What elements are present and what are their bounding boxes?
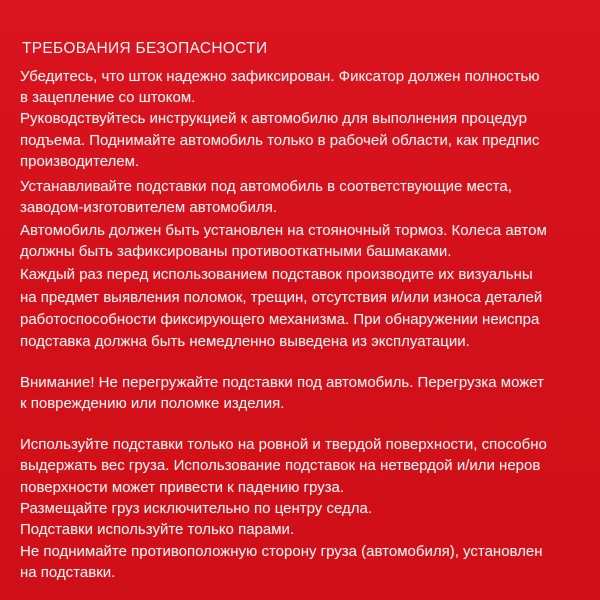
text-line: подставка должна быть немедленно выведена из эксплуатации.	[20, 333, 470, 350]
text-line: поверхности может привести к падению груза.	[20, 479, 345, 496]
text-line: на подставки.	[20, 564, 116, 581]
text-line: заводом-изготовителем автомобиля.	[20, 199, 278, 216]
text-line: Используйте подставки только на ровной и твердой поверхности, способно	[20, 436, 547, 453]
text-line: Каждый раз перед использованием подставок производите их визуальны	[20, 266, 533, 283]
text-line: Устанавливайте подставки под автомобиль в соответствующие места,	[20, 178, 512, 195]
text-line: Убедитесь, что шток надежно зафиксирован. Фиксатор должен полностью	[20, 68, 540, 85]
text-line: на предмет выявления поломок, трещин, отсутствия и/или износа деталей	[20, 289, 543, 306]
warning-line: Внимание! Не перегружайте подставки под автомобиль. Перегрузка может	[20, 374, 545, 391]
text-line: Подставки используйте только парами.	[20, 521, 295, 538]
text-line: должны быть зафиксированы противооткатными башмаками.	[20, 243, 452, 260]
text-line: работоспособности фиксирующего механизма. При обнаружении неиспра	[20, 311, 540, 328]
section-title: ТРЕБОВАНИЯ БЕЗОПАСНОСТИ	[22, 40, 268, 57]
text-line: Не поднимайте противоположную сторону груза (автомобиля), установлен	[20, 543, 543, 560]
text-line: Руководствуйтесь инструкцией к автомобилю для выполнения процедур	[20, 110, 527, 127]
text-line: Автомобиль должен быть установлен на стояночный тормоз. Колеса автом	[20, 222, 547, 239]
text-line: производителем.	[20, 153, 140, 170]
text-line: в зацепление со штоком.	[20, 89, 196, 106]
warning-line: к повреждению или поломке изделия.	[20, 395, 285, 412]
text-line: подъема. Поднимайте автомобиль только в рабочей области, как предпис	[20, 132, 540, 149]
text-line: выдержать вес груза. Использование подставок на нетвердой и/или неров	[20, 457, 541, 474]
text-line: Размещайте груз исключительно по центру седла.	[20, 500, 372, 517]
